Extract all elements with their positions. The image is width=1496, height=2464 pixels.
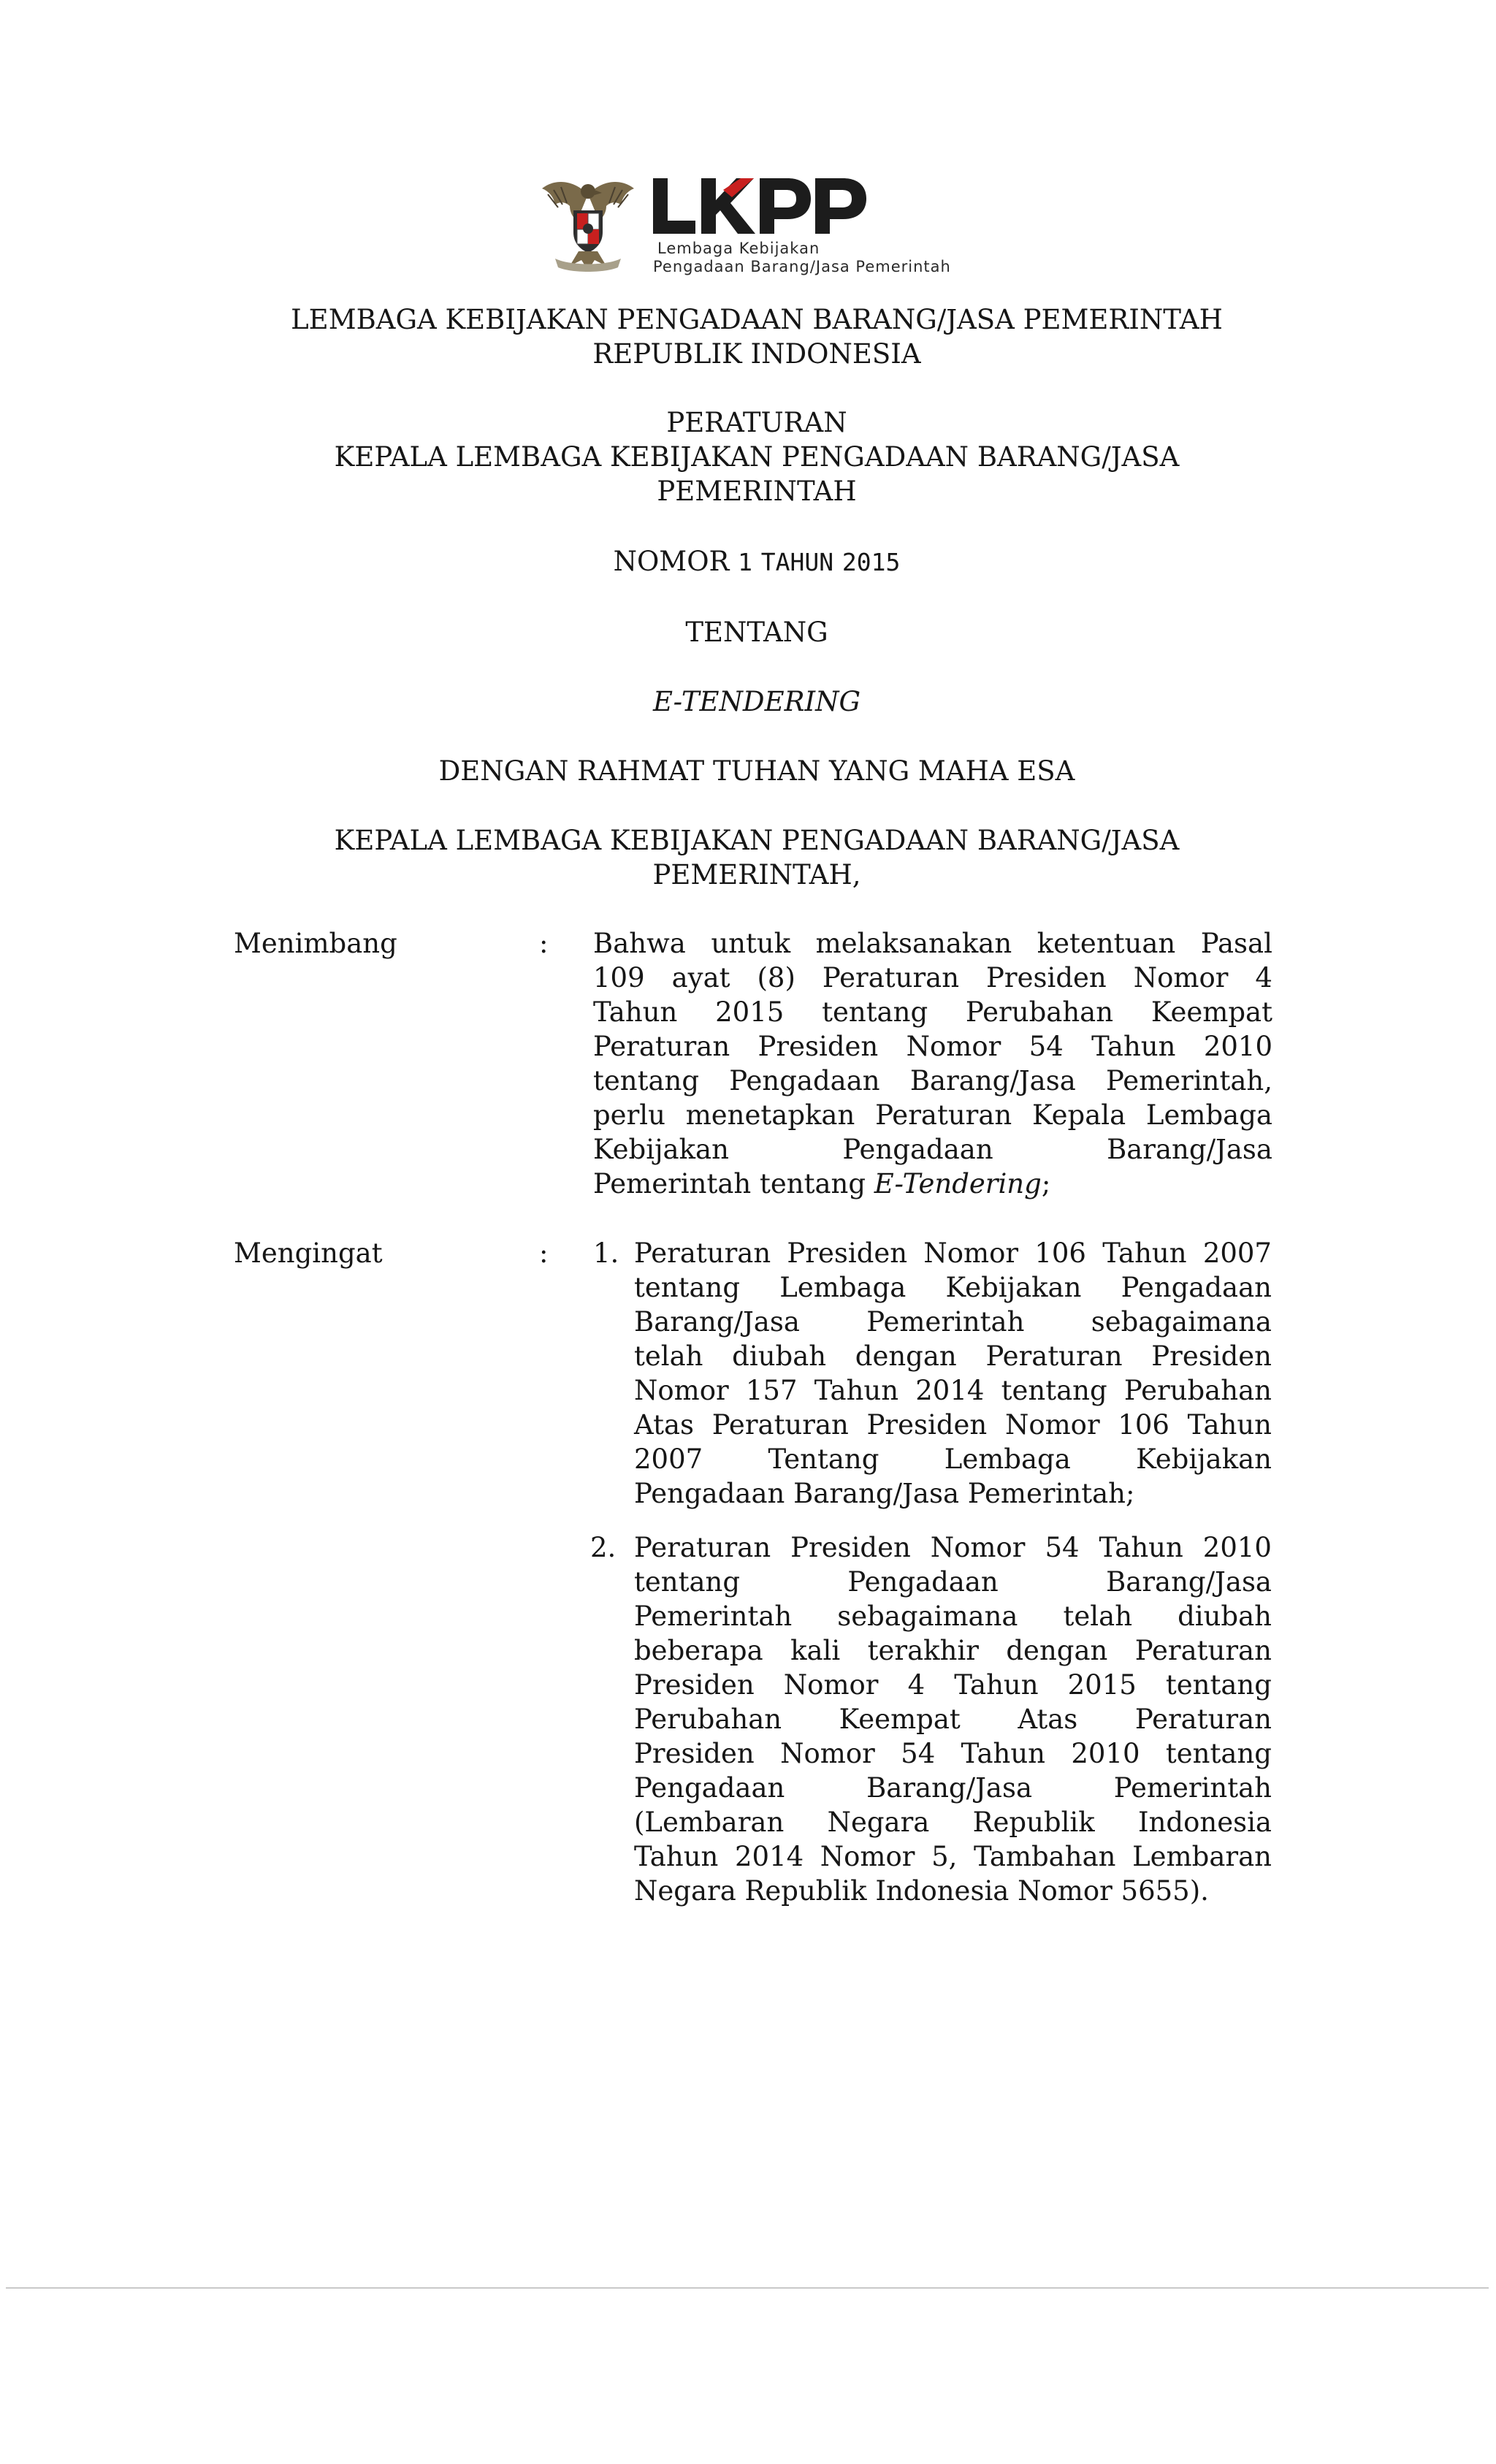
mengingat-item-2-word: Presiden <box>634 1669 755 1701</box>
menimbang-word: 2015 <box>715 996 785 1028</box>
mengingat-colon: : <box>539 1237 549 1269</box>
tentang-heading: TENTANG <box>685 617 828 648</box>
mengingat-item-2 <box>634 1530 1272 1908</box>
mengingat-item-1-word: 106 <box>1118 1409 1169 1441</box>
mengingat-item-1-word: Nomor <box>1004 1409 1100 1441</box>
mengingat-item-2-word: Negara <box>827 1807 930 1838</box>
menimbang-word: Tahun <box>1091 1031 1176 1062</box>
mengingat-item-1-word: Atas <box>634 1409 694 1441</box>
mengingat-item-1-word: 2007 <box>1202 1237 1272 1269</box>
mengingat-item-2-word: Tambahan <box>974 1841 1116 1872</box>
kepala-heading <box>0 823 1496 892</box>
mengingat-item-2-word: sebagaimana <box>837 1601 1018 1632</box>
mengingat-item-2-word: 2010 <box>1202 1532 1272 1563</box>
menimbang-colon: : <box>539 928 549 959</box>
menimbang-word: Pasal <box>1200 928 1272 959</box>
menimbang-line <box>593 1132 1272 1167</box>
mengingat-item-2-line <box>634 1633 1272 1668</box>
mengingat-item-1-word: Tahun <box>1187 1409 1272 1441</box>
tahun-value: 2015 <box>842 548 901 576</box>
mengingat-item-1-line <box>634 1442 1272 1476</box>
mengingat-item-2-line <box>634 1530 1272 1565</box>
mengingat-item-2-word: Barang/Jasa <box>866 1772 1033 1804</box>
mengingat-item-2-word: (Lembaran <box>634 1807 785 1838</box>
mengingat-item-2-word: Republik <box>972 1807 1095 1838</box>
kepala-line-2: PEMERINTAH, <box>652 859 861 890</box>
menimbang-word: Kepala <box>1031 1099 1126 1131</box>
mengingat-item-2-word: 2015 <box>1067 1669 1137 1701</box>
mengingat-item-2-line <box>634 1736 1272 1771</box>
mengingat-item-2-line <box>634 1839 1272 1874</box>
logo-subtitle-line1: Lembaga Kebijakan <box>657 240 820 257</box>
mengingat-item-2-word: Pemerintah <box>634 1601 793 1632</box>
menimbang-last-italic: E-Tendering <box>874 1168 1042 1199</box>
menimbang-last-suffix: ; <box>1041 1168 1051 1199</box>
mengingat-item-1-word: Lembaga <box>779 1272 907 1303</box>
mengingat-item-2-word: Nomor <box>820 1841 915 1872</box>
menimbang-line <box>593 961 1272 995</box>
menimbang-word: Pemerintah, <box>1106 1065 1272 1096</box>
mengingat-item-2-word: telah <box>1063 1601 1133 1632</box>
menimbang-word: tentang <box>593 1065 700 1096</box>
mengingat-item-2-line <box>634 1702 1272 1736</box>
menimbang-line <box>593 995 1272 1029</box>
mengingat-item-1-word: Peraturan <box>985 1340 1123 1372</box>
mengingat-item-1-word: diubah <box>732 1340 827 1372</box>
mengingat-item-1-word: Pemerintah <box>866 1306 1025 1338</box>
menimbang-word: (8) <box>757 962 795 993</box>
mengingat-item-1-word: Nomor <box>634 1375 729 1406</box>
mengingat-item-1-number: 1. <box>593 1237 619 1269</box>
menimbang-line <box>593 926 1272 961</box>
menimbang-word: tentang <box>822 996 928 1028</box>
mengingat-item-1-word: Tahun <box>1102 1237 1187 1269</box>
menimbang-paragraph <box>593 926 1272 1201</box>
menimbang-word: 109 <box>593 962 645 993</box>
mengingat-item-2-word: Keempat <box>839 1704 961 1735</box>
lkpp-wordmark <box>650 172 913 234</box>
menimbang-word: Pengadaan <box>842 1134 993 1165</box>
mengingat-item-1-word: Presiden <box>1151 1340 1272 1372</box>
menimbang-last-line <box>593 1167 1272 1201</box>
menimbang-word: menetapkan <box>685 1099 855 1131</box>
mengingat-item-2-word: 5, <box>931 1841 958 1872</box>
logo-text <box>650 172 951 276</box>
menimbang-word: Perubahan <box>965 996 1114 1028</box>
menimbang-line <box>593 1098 1272 1132</box>
mengingat-item-1-word: telah <box>634 1340 703 1372</box>
menimbang-word: Presiden <box>986 962 1107 993</box>
mengingat-item-1-word: Kebijakan <box>1136 1443 1272 1475</box>
menimbang-line <box>593 1064 1272 1098</box>
mengingat-item-2-word: Nomor <box>930 1532 1026 1563</box>
tahun-label: TAHUN <box>760 548 834 576</box>
mengingat-item-1-word: Peraturan <box>634 1237 771 1269</box>
menimbang-word: Peraturan <box>593 1031 730 1062</box>
menimbang-word: Presiden <box>757 1031 879 1062</box>
mengingat-item-2-line <box>634 1599 1272 1633</box>
mengingat-item-1-word: Perubahan <box>1123 1375 1272 1406</box>
title-line-2: KEPALA LEMBAGA KEBIJAKAN PENGADAAN BARANG/JASA <box>334 441 1180 473</box>
mengingat-item-1-last-line: Pengadaan Barang/Jasa Pemerintah; <box>634 1478 1135 1509</box>
mengingat-item-1-line <box>634 1339 1272 1373</box>
mengingat-item-2-number: 2. <box>590 1532 617 1563</box>
mengingat-item-1-word: Presiden <box>787 1237 908 1269</box>
mengingat-item-2-line <box>634 1805 1272 1839</box>
mengingat-item-2-word: dengan <box>1006 1635 1108 1666</box>
mengingat-item-1-word: dengan <box>855 1340 957 1372</box>
mengingat-item-1-word: sebagaimana <box>1091 1306 1272 1338</box>
menimbang-word: Lembaga <box>1145 1099 1272 1131</box>
mengingat-item-1-word: Peraturan <box>711 1409 849 1441</box>
mengingat-item-1-line <box>634 1236 1272 1270</box>
menimbang-word: Peraturan <box>875 1099 1012 1131</box>
menimbang-label: Menimbang <box>234 928 397 959</box>
mengingat-item-1-word: 2007 <box>634 1443 703 1475</box>
mengingat-item-2-word: beberapa <box>634 1635 763 1666</box>
mengingat-item-1-word: tentang <box>634 1272 741 1303</box>
logo-subtitle-line2: Pengadaan Barang/Jasa Pemerintah <box>653 258 951 275</box>
mengingat-item-2-word: Nomor <box>780 1738 875 1769</box>
mengingat-item-1-word: 106 <box>1034 1237 1086 1269</box>
org-line-2: REPUBLIK INDONESIA <box>592 338 921 370</box>
mengingat-item-2-word: Pengadaan <box>634 1772 785 1804</box>
menimbang-word: perlu <box>593 1099 665 1131</box>
menimbang-word: melaksanakan <box>815 928 1012 959</box>
mengingat-item-2-word: Tahun <box>1099 1532 1183 1563</box>
mengingat-label: Mengingat <box>234 1237 383 1269</box>
mengingat-item-2-word: Tahun <box>961 1738 1045 1769</box>
nomor-value: 1 <box>738 548 753 576</box>
menimbang-word: Nomor <box>1133 962 1229 993</box>
mengingat-item-1-word: Tentang <box>768 1443 879 1475</box>
menimbang-last-prefix: Pemerintah tentang <box>593 1168 874 1199</box>
menimbang-word: Barang/Jasa <box>1107 1134 1272 1165</box>
regulation-number <box>0 544 1496 579</box>
menimbang-word: Barang/Jasa <box>909 1065 1076 1096</box>
mengingat-item-1-line <box>634 1408 1272 1442</box>
mengingat-item-2-word: Indonesia <box>1137 1807 1272 1838</box>
mengingat-item-2-word: tentang <box>1165 1738 1272 1769</box>
mengingat-item-1-word: Lembaga <box>944 1443 1071 1475</box>
menimbang-word: untuk <box>711 928 791 959</box>
org-heading <box>0 302 1496 371</box>
title-line-1: PERATURAN <box>666 407 847 438</box>
mengingat-item-2-word: Peraturan <box>1134 1704 1272 1735</box>
page-bottom-rule <box>6 2287 1489 2289</box>
mengingat-item-2-word: Atas <box>1018 1704 1078 1735</box>
mengingat-item-1-line <box>634 1305 1272 1339</box>
menimbang-word: Tahun <box>593 996 678 1028</box>
mengingat-item-2-word: Presiden <box>634 1738 755 1769</box>
mengingat-item-2-word: Perubahan <box>634 1704 782 1735</box>
mengingat-item-1-line <box>634 1373 1272 1408</box>
menimbang-word: ayat <box>671 962 730 993</box>
menimbang-word: Pengadaan <box>729 1065 880 1096</box>
mengingat-item-2-word: tentang <box>634 1566 741 1598</box>
mengingat-item-1-word: 157 <box>745 1375 798 1406</box>
org-line-1: LEMBAGA KEBIJAKAN PENGADAAN BARANG/JASA PEMERINTAH <box>291 304 1223 335</box>
mengingat-item-1-word: Nomor <box>923 1237 1019 1269</box>
mengingat-item-2-word: terakhir <box>867 1635 979 1666</box>
lkpp-logo <box>533 172 951 289</box>
title-line-3: PEMERINTAH <box>657 476 857 507</box>
mengingat-item-2-last-line: Negara Republik Indonesia Nomor 5655). <box>634 1875 1209 1907</box>
mengingat-item-2-word: Nomor <box>783 1669 879 1701</box>
mengingat-item-2-word: Tahun <box>954 1669 1039 1701</box>
mengingat-item-2-word: 54 <box>901 1738 936 1769</box>
regulation-title <box>0 405 1496 508</box>
mengingat-item-2-word: 2014 <box>734 1841 804 1872</box>
mengingat-item-1-word: Presiden <box>866 1409 988 1441</box>
mengingat-item-1-word: Pengadaan <box>1121 1272 1272 1303</box>
mengingat-item-2-word: 2010 <box>1071 1738 1140 1769</box>
menimbang-word: 2010 <box>1203 1031 1272 1062</box>
mengingat-item-2-word: Pengadaan <box>847 1566 999 1598</box>
mengingat-item-1-word: Tahun <box>814 1375 899 1406</box>
nomor-label: NOMOR <box>613 546 730 577</box>
menimbang-word: 54 <box>1028 1031 1064 1062</box>
mengingat-item-2-word: 54 <box>1045 1532 1080 1563</box>
mengingat-item-2-word: Peraturan <box>1134 1635 1272 1666</box>
mengingat-item-2-word: Barang/Jasa <box>1106 1566 1272 1598</box>
mengingat-item-1-word: 2014 <box>915 1375 985 1406</box>
regulation-subject: E-TENDERING <box>652 686 861 717</box>
mengingat-item-2-word: Peraturan <box>634 1532 771 1563</box>
mengingat-item-2-word: tentang <box>1165 1669 1272 1701</box>
menimbang-line <box>593 1029 1272 1064</box>
menimbang-word: ketentuan <box>1037 928 1176 959</box>
mengingat-item-2-word: Presiden <box>790 1532 911 1563</box>
mengingat-item-1-word: Barang/Jasa <box>634 1306 800 1338</box>
mengingat-item-1-line <box>634 1270 1272 1305</box>
menimbang-word: Bahwa <box>593 928 686 959</box>
mengingat-item-2-line <box>634 1565 1272 1599</box>
menimbang-word: Keempat <box>1150 996 1272 1028</box>
mengingat-item-2-line <box>634 1771 1272 1805</box>
mengingat-item-2-word: kali <box>790 1635 841 1666</box>
rahmat-heading: DENGAN RAHMAT TUHAN YANG MAHA ESA <box>438 755 1075 787</box>
mengingat-item-1-word: Kebijakan <box>945 1272 1082 1303</box>
menimbang-word: 4 <box>1255 962 1272 993</box>
mengingat-item-2-word: Lembaran <box>1132 1841 1272 1872</box>
mengingat-item-2-word: diubah <box>1178 1601 1272 1632</box>
menimbang-word: Kebijakan <box>593 1134 729 1165</box>
mengingat-item-1 <box>634 1236 1272 1511</box>
garuda-emblem-icon <box>533 172 643 275</box>
menimbang-word: Nomor <box>906 1031 1001 1062</box>
mengingat-item-2-word: Pemerintah <box>1113 1772 1272 1804</box>
mengingat-item-2-word: 4 <box>907 1669 926 1701</box>
menimbang-word: Peraturan <box>822 962 960 993</box>
mengingat-item-1-word: tentang <box>1001 1375 1107 1406</box>
mengingat-item-2-line <box>634 1668 1272 1702</box>
kepala-line-1: KEPALA LEMBAGA KEBIJAKAN PENGADAAN BARANG/JASA <box>334 825 1180 856</box>
mengingat-item-2-word: Tahun <box>634 1841 719 1872</box>
